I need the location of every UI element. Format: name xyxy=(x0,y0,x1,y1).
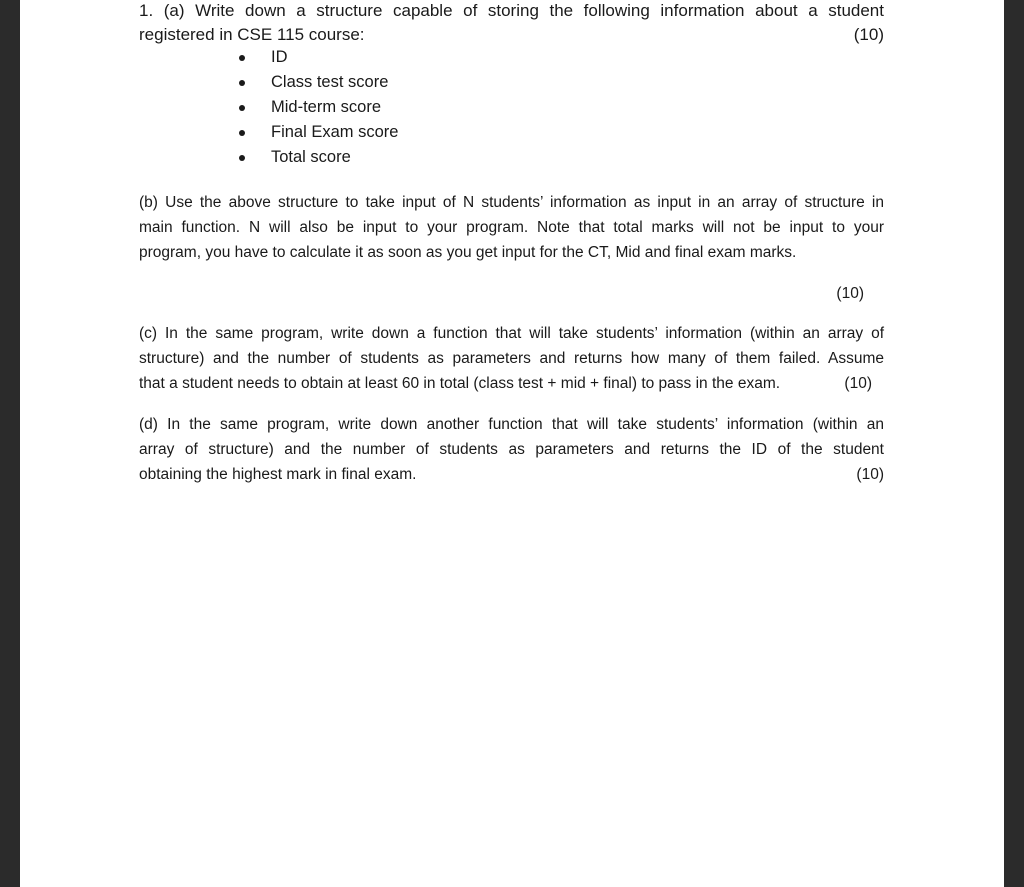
question-1b-mark: (10) xyxy=(836,285,864,302)
question-1a-line-2-text: registered in CSE 115 course: xyxy=(139,25,365,44)
bullet-icon xyxy=(239,130,245,136)
bullet-icon xyxy=(239,80,245,86)
question-1c-line: (c) In the same program, write down a function that will take students’ information (within an array of xyxy=(139,325,884,342)
list-item xyxy=(231,145,398,170)
list-item-text: ID xyxy=(271,48,288,66)
document-page xyxy=(20,0,1004,887)
list-item xyxy=(231,70,398,95)
question-1d-last-row xyxy=(139,462,884,487)
bullet-icon xyxy=(239,105,245,111)
list-item-text: Total score xyxy=(271,148,351,166)
list-item xyxy=(231,95,398,120)
question-1d-line: (d) In the same program, write down another function that will take students’ information (within an xyxy=(139,416,884,433)
question-1d xyxy=(139,412,884,487)
question-1c-line: structure) and the number of students as parameters and returns how many of them failed. Assume xyxy=(139,350,884,367)
list-item-text: Final Exam score xyxy=(271,123,399,141)
question-1a-line-2 xyxy=(139,22,884,47)
bullet-icon xyxy=(239,55,245,61)
list-item xyxy=(231,45,398,70)
question-1b xyxy=(139,190,884,265)
list-item-text: Class test score xyxy=(271,73,389,91)
question-1a-line-1: 1. (a) Write down a structure capable of storing the following information about a student xyxy=(139,1,884,20)
structure-fields-list xyxy=(231,45,398,170)
question-1b-line: (b) Use the above structure to take input of N students’ information as input in an array of structure in xyxy=(139,194,884,211)
question-1c-line: that a student needs to obtain at least 60 in total (class test + mid + final) to pass in the exam. xyxy=(139,375,781,392)
question-1c-last-row xyxy=(139,371,884,396)
list-item-text: Mid-term score xyxy=(271,98,382,116)
question-1b-line: program, you have to calculate it as soon as you get input for the CT, Mid and final exam marks. xyxy=(139,244,797,261)
question-1d-line: array of structure) and the number of students as parameters and returns the ID of the student xyxy=(139,441,884,458)
question-1c-mark: (10) xyxy=(844,375,872,392)
question-1c xyxy=(139,321,884,396)
list-item xyxy=(231,120,398,145)
question-1d-line: obtaining the highest mark in final exam. xyxy=(139,466,417,483)
question-1b-line: main function. N will also be input to your program. Note that total marks will not be input to your xyxy=(139,219,884,236)
bullet-icon xyxy=(239,155,245,161)
question-1a-mark: (10) xyxy=(853,25,884,44)
question-1d-mark: (10) xyxy=(856,466,884,483)
